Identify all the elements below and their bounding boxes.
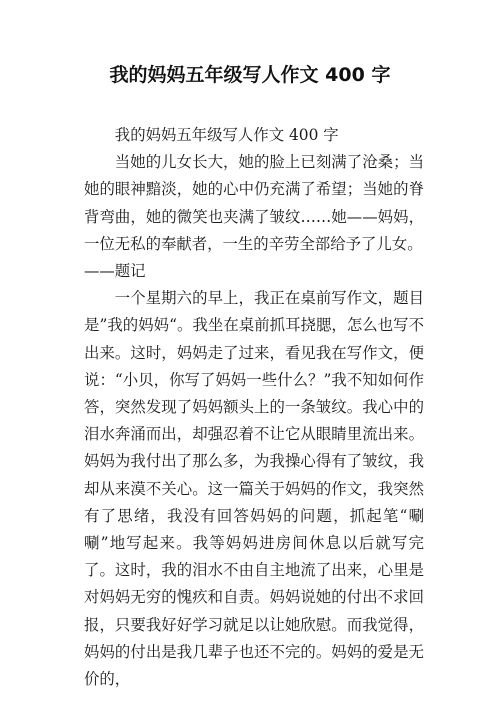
paragraph-intro: 当她的儿女长大，她的脸上已刻满了沧桑；当她的眼神黯淡，她的心中仍充满了希望；当她的脊背弯曲，她的微笑也夹满了皱纹……她——妈妈，一位无私的奉献者，一生的辛劳全部给予了儿女。 [84,153,424,253]
paragraph-story: 一个星期六的早上，我正在桌前写作文，题目是”我的妈妈“。我坐在桌前抓耳挠腮，怎么也写不出来。这时，妈妈走了过来，看见我在写作文，便说：“小贝，你写了妈妈一些什么？”我不知如何作答，突然发现了妈妈额头上的一条皱纹。我心中的泪水奔涌而出，却强忍着不让它从眼睛里流出来。妈妈为我付出了那么多，为我操心得有了皱纹，我却从来漠不关心。这一篇关于妈妈的作文，我突然有了思绪，我没有回答妈妈的问题，抓起笔“唰唰”地写起来。我等妈妈进房间休息以后就写完了。这时，我的泪水不由自主地流了出来，心里是对妈妈无穷的愧疚和自责。妈妈说她的付出不求回报，只要我好好学习就足以让她欣慰。而我觉得，妈妈的付出是我几辈子也还不完的。妈妈的爱是无价的， [84,289,424,689]
paragraph-subtitle: 我的妈妈五年级写人作文 400 字 [114,126,339,144]
document-body [84,122,424,693]
document-title: 我的妈妈五年级写人作文 400 字 [109,64,391,86]
paragraph-epigraph-note: ——题记 [84,262,146,281]
